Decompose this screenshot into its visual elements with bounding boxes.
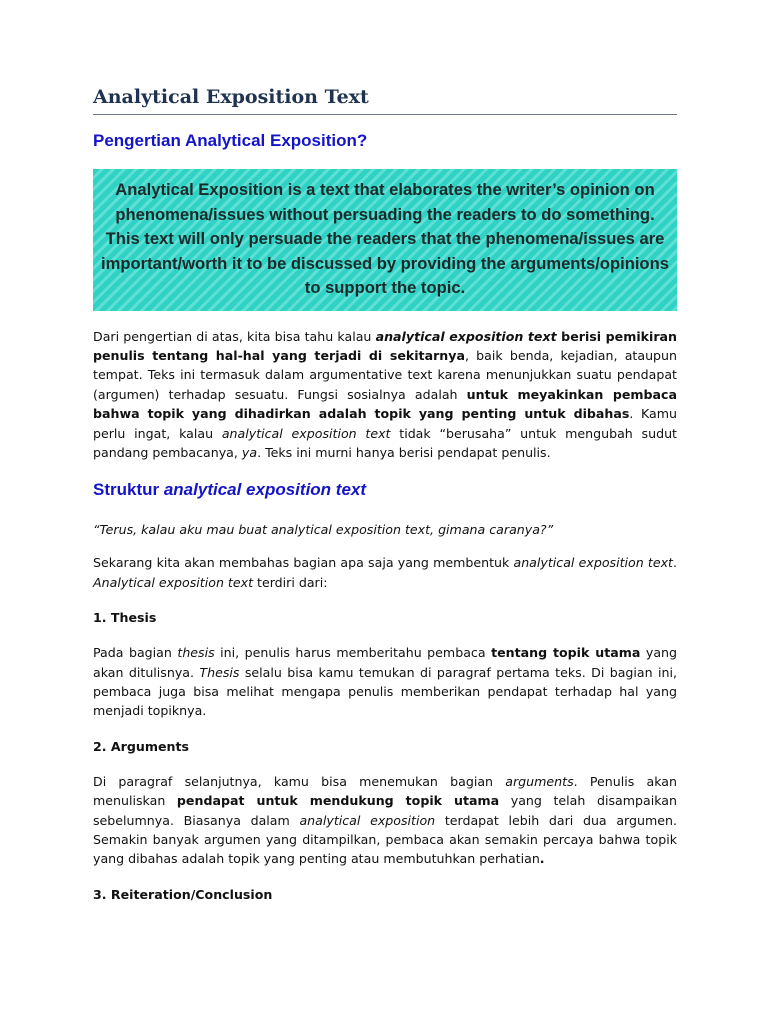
text-run: Analytical exposition text bbox=[93, 574, 254, 590]
definition-box: Analytical Exposition is a text that elaborates the writer’s opinion on phenomena/issues without persuading the readers to do something. This text will only persuade the readers that the phenomena/issues are important/worth it to be discussed by providing the arguments/opinions to support the topic. bbox=[93, 169, 677, 311]
text-run: terdapat lebih dari dua argumen. Semakin banyak argumen yang ditampilkan, pembaca akan semakin percaya bahwa topik yang dibahas adalah topik yang penting atau membutuhkan perhatian bbox=[93, 812, 677, 867]
text-run: berisi pemikiran penulis tentang hal-hal yang terjadi di sekitarnya bbox=[93, 328, 678, 363]
paragraph-thesis bbox=[93, 643, 677, 721]
text-run: arguments bbox=[505, 773, 574, 789]
document-title: Analytical Exposition Text bbox=[93, 86, 677, 115]
text-run: . bbox=[672, 555, 677, 571]
text-run: ini, penulis harus memberitahu pembaca bbox=[214, 645, 492, 661]
text-run: analytical exposition text bbox=[221, 425, 391, 441]
paragraph-definition bbox=[93, 327, 677, 463]
text-run: analytical exposition bbox=[299, 812, 436, 828]
heading-arguments: 2. Arguments bbox=[93, 738, 190, 754]
text-run: ya bbox=[241, 444, 258, 460]
text-run: yang telah disampaikan sebelumnya. Biasanya dalam bbox=[93, 793, 677, 828]
text-run: tidak “berusaha” untuk mengubah sudut pandang pembacanya, bbox=[93, 425, 677, 460]
text-run: . Kamu perlu ingat, kalau bbox=[93, 406, 677, 441]
text-run: yang akan ditulisnya. bbox=[93, 645, 678, 680]
quote-question: “Terus, kalau aku mau buat analytical exposition text, gimana caranya?” bbox=[93, 522, 554, 538]
text-run: . bbox=[539, 851, 545, 867]
text-run: selalu bisa kamu temukan di paragraf pertama teks. Di bagian ini, pembaca juga bisa melihat mengapa penulis memberikan pendapat terhadap hal yang menjadi topiknya. bbox=[93, 664, 677, 719]
text-run: untuk meyakinkan pembaca bahwa topik yang dihadirkan adalah topik yang penting untuk dibahas bbox=[93, 386, 677, 422]
text-run: Pada bagian bbox=[93, 645, 178, 661]
text-run: pendapat untuk mendukung topik utama bbox=[176, 793, 500, 809]
text-run: terdiri dari: bbox=[253, 574, 328, 590]
text-run: Di paragraf selanjutnya, kamu bisa menemukan bagian bbox=[93, 773, 506, 789]
heading-pengertian: Pengertian Analytical Exposition? bbox=[93, 131, 368, 150]
paragraph-intro-structure bbox=[93, 553, 677, 592]
text-run: analytical exposition text bbox=[513, 555, 673, 571]
text-run: Sekarang kita akan membahas bagian apa saja yang membentuk bbox=[93, 555, 514, 571]
document-page bbox=[93, 86, 677, 902]
text-run: . Penulis akan menuliskan bbox=[93, 773, 677, 809]
heading-thesis: 1. Thesis bbox=[93, 610, 157, 626]
text-run: , baik benda, kejadian, ataupun tempat. Teks ini termasuk dalam argumentative text karena menunjukkan suatu pendapat (argumen) terhadap sesuatu. Fungsi sosialnya adalah bbox=[93, 347, 678, 402]
text-run: Dari pengertian di atas, kita bisa tahu kalau bbox=[93, 328, 376, 344]
heading-struktur bbox=[93, 480, 677, 500]
text-run: Thesis bbox=[199, 664, 240, 680]
text-run: . Teks ini murni hanya berisi pendapat penulis. bbox=[257, 444, 551, 460]
heading-struktur-prefix: Struktur bbox=[93, 480, 164, 500]
text-run: thesis bbox=[177, 645, 215, 661]
heading-reiteration: 3. Reiteration/Conclusion bbox=[93, 886, 273, 902]
heading-struktur-italic: analytical exposition text bbox=[163, 480, 367, 500]
text-run: tentang topik utama bbox=[491, 645, 641, 661]
paragraph-arguments bbox=[93, 772, 677, 869]
text-run: analytical exposition text bbox=[375, 328, 557, 344]
